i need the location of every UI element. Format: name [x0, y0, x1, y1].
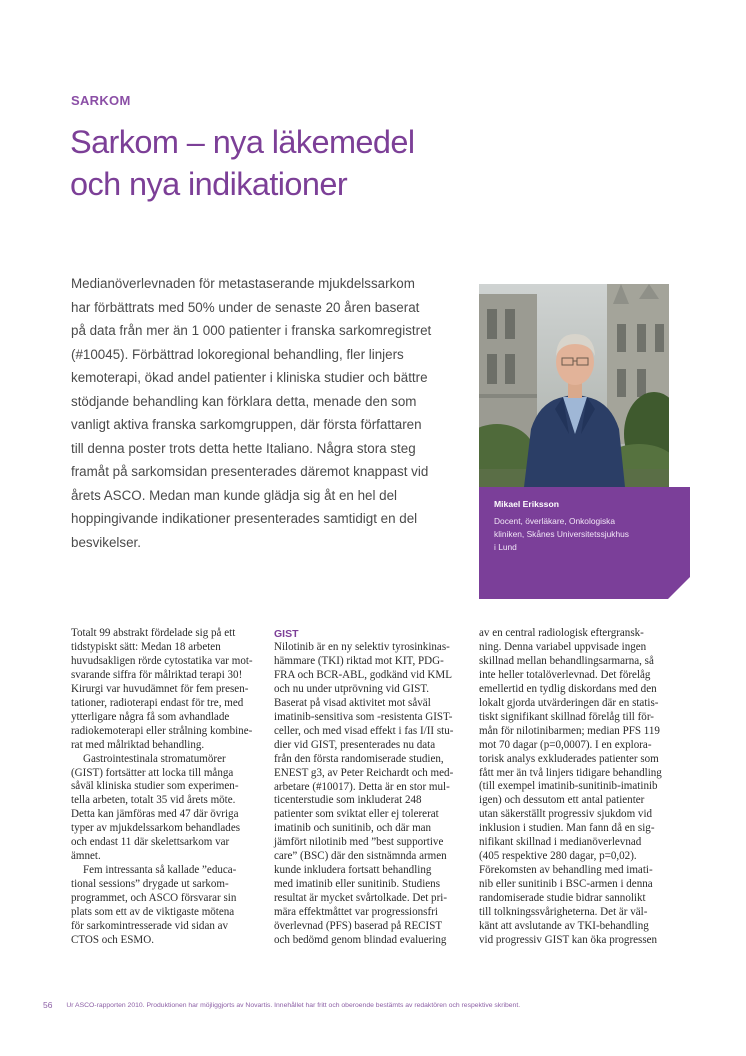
text-line: rat med målriktad behandling. — [71, 738, 205, 751]
text-line: och bedömd genom blindad evaluering — [274, 934, 447, 947]
text-line: såväl kliniska studier som experimen- — [71, 780, 239, 793]
text-line: ticenterstudie som inkluderat 248 — [274, 794, 422, 807]
text-line: arbetare (#10017). Detta är en stor mul- — [274, 780, 450, 793]
lead-line: Medianöverlevnaden för metastaserande mjukdelssarkom — [71, 276, 415, 291]
text-line: emellertid en tydlig diskordans med den — [479, 682, 657, 695]
text-line: Nilotinib är en ny selektiv tyrosinkinas- — [274, 641, 450, 653]
text-line: överlevnad (PFS) baserad på RECIST — [274, 920, 443, 933]
section-tag: SARKOM — [71, 93, 131, 108]
author-description — [494, 515, 662, 555]
title-line: Sarkom – nya läkemedel — [70, 124, 415, 160]
text-line: dier vid GIST, presenterades nu data — [274, 738, 436, 751]
paragraph — [71, 627, 255, 753]
text-line: patienter som sviktat eller ej tolererat — [274, 808, 439, 821]
text-line: nifikant skillnad i medianöverlevnad — [479, 836, 642, 849]
text-line: inte heller totalöverlevnad. Det förelåg — [479, 668, 651, 681]
lead-line: stödjande behandling kan förklara detta, menade den som — [71, 393, 417, 409]
lead-line: årets ASCO. Medan man kunde glädja sig åt en hel del — [71, 487, 398, 503]
text-line: nib eller sunitinib i BSC-armen i denna — [479, 878, 653, 891]
text-line: och nu under utprövning vid GIST. — [274, 682, 430, 695]
text-line: imatinib och sunitinib, och där man — [274, 822, 432, 835]
text-line: Kirurgi var huvudämnet för fem presen- — [71, 682, 249, 695]
text-line: (till exempel imatinib-sunitinib-imatinib — [479, 780, 658, 793]
text-line: celler, och med visad effekt i fas I/II stu- — [274, 724, 454, 737]
text-line: CTOS och ESMO. — [71, 933, 154, 946]
text-line: FRA och BCR-ABL, godkänd vid KML — [274, 668, 452, 681]
paragraph — [479, 627, 674, 948]
text-line: ENEST g3, av Peter Reichardt och med- — [274, 766, 454, 779]
lead-line: framåt på sarkomsidan presenterades däremot knappast vid — [71, 464, 429, 479]
text-line: ning. Denna variabel uppvisade ingen — [479, 640, 647, 653]
text-line: Fem intressanta så kallade ”educa- — [83, 864, 237, 877]
text-line: (GIST) fortsätter att locka till många — [71, 766, 234, 779]
text-line: Baserat på visad aktivitet mot såväl — [274, 696, 431, 709]
text-line: programmet, och ASCO försvarar sin — [71, 892, 237, 905]
lead-line: har förbättrats med 50% under de senaste 20 åren baserat — [71, 299, 420, 315]
text-line: tella arbeten, totalt 35 vid årets möte. — [71, 794, 236, 807]
body-column-1 — [71, 627, 255, 948]
caption-corner-cut — [668, 577, 690, 599]
paragraph — [71, 753, 255, 865]
author-desc-line: kliniken, Skånes Universitetssjukhus — [494, 529, 629, 540]
text-line: av en central radiologisk eftergransk- — [479, 627, 644, 639]
author-desc-line: Docent, överläkare, Onkologiska — [494, 516, 616, 526]
author-caption — [479, 487, 690, 599]
text-line: känt att avslutande av TKI-behandling — [479, 920, 649, 933]
text-line: Gastrointestinala stromatumörer — [83, 752, 226, 765]
text-line: Förekomsten av behandling med imati- — [479, 864, 653, 877]
text-line: till tolkningssvårigheterna. Det är väl- — [479, 906, 648, 919]
text-line: ytterligare några få som avhandlade — [71, 710, 230, 723]
text-line: fått mer än två linjers tidigare behandling — [479, 766, 662, 779]
page-footer — [43, 1000, 520, 1010]
lead-paragraph — [71, 272, 451, 554]
page-title — [70, 121, 490, 205]
text-line: och endast 11 där skelettsarkom var — [71, 836, 230, 849]
author-name: Mikael Eriksson — [494, 499, 559, 509]
text-line: vid progressiv GIST kan öka progressen — [479, 933, 658, 946]
text-line: Detta kan jämföras med 47 där övriga — [71, 808, 239, 821]
text-line: lokalt gjorda utvärderingen där en statis- — [479, 696, 659, 709]
text-line: resultat är mycket svårtolkade. Det pri- — [274, 892, 448, 905]
text-line: imatinib-sensitiva som -resistenta GIST- — [274, 710, 453, 723]
body-column-3 — [479, 627, 674, 948]
text-line: mära effektmåttet var progressionsfri — [274, 906, 438, 919]
text-line: tidstypiskt sätt: Medan 18 arbeten — [71, 640, 221, 653]
text-line: från den första randomiserade studien, — [274, 752, 444, 765]
text-line: plats som ett av de viktigaste mötena — [71, 906, 235, 919]
text-line: radiokemoterapi eller strålning kombine- — [71, 724, 253, 737]
body-column-2 — [274, 627, 458, 948]
author-photo — [479, 284, 669, 487]
text-line: med imatinib eller sunitinib. Studiens — [274, 878, 440, 891]
text-line: mot 70 dagar (p=0,0007). I en explora- — [479, 738, 652, 751]
text-line: ämnet. — [71, 850, 101, 863]
text-line: tiskt signifikant skillnad förelåg till för- — [479, 710, 654, 723]
lead-line: kemoterapi, ökad andel patienter i kliniska studier och bättre — [71, 370, 428, 385]
text-line: utan säkerställt progressiv sjukdom vid — [479, 808, 653, 821]
text-line: skillnad mellan behandlingsarmarna, så — [479, 654, 654, 667]
paragraph — [71, 864, 255, 948]
text-line: typer av mjukdelssarkom behandlades — [71, 822, 241, 835]
text-line: (405 respektive 280 dagar, p=0,02). — [479, 850, 637, 863]
text-line: för sarkomintresserade vid sidan av — [71, 920, 229, 933]
text-line: torisk analys exkluderades patienter som — [479, 752, 659, 765]
text-line: mån för nilotinibarmen; median PFS 119 — [479, 724, 660, 737]
text-line: Totalt 99 abstrakt fördelade sig på ett — [71, 627, 236, 639]
section-heading: GIST — [274, 628, 299, 640]
author-desc-line: i Lund — [494, 542, 517, 553]
text-line: svarande siffra för målriktad terapi 30! — [71, 668, 243, 681]
lead-line: till denna poster trots detta hette Italiano. Några stora steg — [71, 440, 416, 456]
text-line: igen) och dessutom ett antal patienter — [479, 794, 645, 807]
footer-text: Ur ASCO-rapporten 2010. Produktionen har möjliggjorts av Novartis. Innehållet har fritt och oberoende bestämts av redaktören och respektive skribent. — [66, 1002, 521, 1009]
lead-line: besvikelser. — [71, 534, 141, 550]
text-line: kunde inkludera fortsatt behandling — [274, 864, 432, 877]
text-line: jämfört nilotinib med ”best supportive — [274, 836, 444, 849]
text-line: inklusion i studien. Man fann då en sig- — [479, 822, 655, 835]
lead-line: på data från mer än 1 000 patienter i franska sarkomregistret — [71, 323, 432, 338]
paragraph — [274, 641, 458, 948]
text-line: hämmare (TKI) riktad mot KIT, PDG- — [274, 654, 444, 667]
text-line: huvudsakligen rörde cytostatika var mot- — [71, 654, 253, 667]
text-line: tationer, radioterapi endast för tre, med — [71, 696, 244, 709]
lead-line: vanligt aktiva franska sarkomgruppen, där första författaren — [71, 417, 422, 432]
text-line: tional sessions” drygade ut sarkom- — [71, 878, 229, 891]
lead-line: hoppingivande indikationer presenterades samtidigt en del — [71, 511, 418, 526]
lead-line: (#10045). Förbättrad lokoregional behandling, fler linjers — [71, 346, 404, 362]
title-line: och nya indikationer — [70, 166, 348, 202]
text-line: randomiserade studie bidrar sannolikt — [479, 892, 646, 905]
text-line: care” (BSC) där den sistnämnda armen — [274, 850, 447, 863]
page-number: 56 — [43, 1000, 53, 1010]
